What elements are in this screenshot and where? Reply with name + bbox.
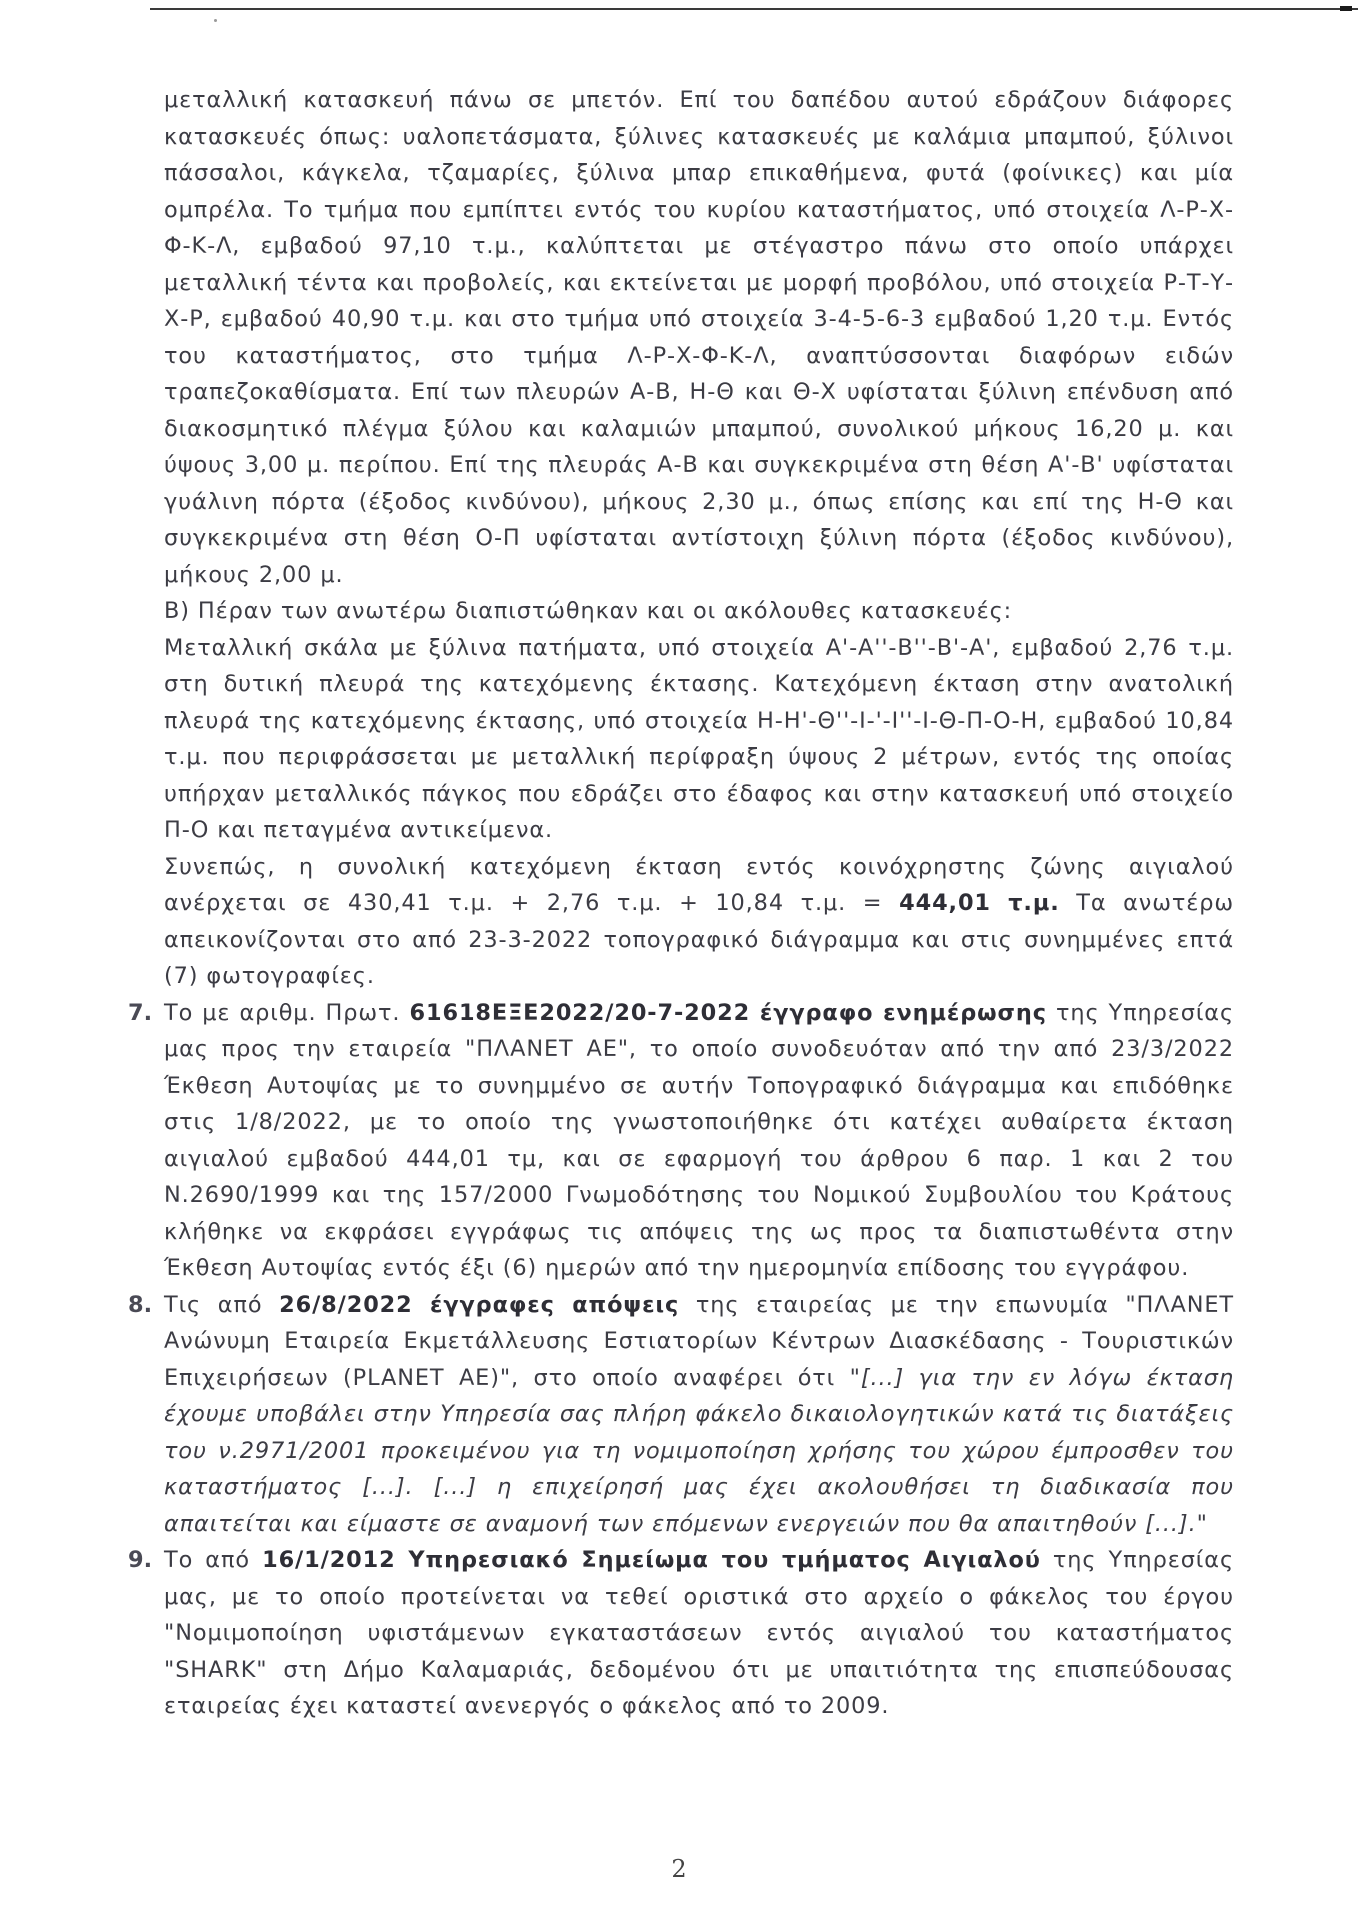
item-text-post: της εταιρείας με την επωνυμία "ΠΛΑΝΕΤ Ανώνυμη Εταιρεία Εκμετάλλευσης Εστιατορίων Κέντρων Διασκέδασης - Τουριστικών Επιχειρήσεων (PLANET ΑΕ)", στο οποίο αναφέρει ότι	[164, 1291, 1234, 1391]
top-border-rule	[150, 8, 1358, 10]
summary-paragraph	[164, 849, 1234, 995]
section-b-heading: Β) Πέραν των ανωτέρω διαπιστώθηκαν και οι ακόλουθες κατασκευές:	[164, 598, 1013, 624]
list-item-7	[128, 995, 1234, 1287]
top-corner-mark	[1340, 6, 1352, 11]
item-bold-reference: 16/1/2012 Υπηρεσιακό Σημείωμα του τμήματος Αιγιαλού	[262, 1547, 1041, 1573]
item-number: 7.	[128, 999, 153, 1026]
item-number: 9.	[128, 1547, 153, 1573]
scan-speck	[214, 19, 217, 22]
list-item-8	[128, 1287, 1234, 1543]
item-text-post: της Υπηρεσίας μας προς την εταιρεία "ΠΛΑΝΕΤ ΑΕ", το οποίο συνοδευόταν από την από 23/3/2022 Έκθεση Αυτοψίας με το συνημμένο σε αυτήν Τοπογραφικό διάγραμμα και επιδόθηκε στις 1/8/2022, με το οποίο της γνωστοποιήθηκε ότι κατέχει αυθαίρετα έκταση αιγιαλού εμβαδού 444,01 τμ, και σε εφαρμογή του άρθρου 6 παρ. 1 και 2 του Ν.2690/1999 και της 157/2000 Γνωμοδότησης του Νομικού Συμβουλίου του Κράτους κλήθηκε να εκφράσει εγγράφως τις απόψεις της ως προς τα διαπιστωθέντα στην Έκθεση Αυτοψίας εντός έξι (6) ημερών από την ημερομηνία επίδοσης του εγγράφου.	[164, 999, 1234, 1281]
item-text-pre: Τις από	[164, 1291, 280, 1318]
item-number: 8.	[128, 1291, 153, 1318]
paragraph-continued: μεταλλική κατασκευή πάνω σε μπετόν. Επί του δαπέδου αυτού εδράζουν διάφορες κατασκευές όπως: υαλοπετάσματα, ξύλινες κατασκευές με καλάμια μπαμπού, ξύλινοι πάσσαλοι, κάγκελα, τζαμαρίες, ξύλινα μπαρ επικαθήμενα, φυτά (φοίνικες) και μία ομπρέλα. Το τμήμα που εμπίπτει εντός του κυρίου καταστήματος, υπό στοιχεία Λ-Ρ-Χ-Φ-Κ-Λ, εμβαδού 97,10 τ.μ., καλύπτεται με στέγαστρο πάνω στο οποίο υπάρχει μεταλλική τέντα και προβολείς, και εκτείνεται με μορφή προβόλου, υπό στοιχεία Ρ-Τ-Υ-Χ-Ρ, εμβαδού 40,90 τ.μ. και στο τμήμα υπό στοιχεία 3-4-5-6-3 εμβαδού 1,20 τ.μ. Εντός του καταστήματος, στο τμήμα Λ-Ρ-Χ-Φ-Κ-Λ, αναπτύσσονται διαφόρων ειδών τραπεζοκαθίσματα. Επί των πλευρών Α-Β, Η-Θ και Θ-Χ υφίσταται ξύλινη επένδυση από διακοσμητικό πλέγμα ξύλου και καλαμιών μπαμπού, συνολικού μήκους 16,20 μ. και ύψους 3,00 μ. περίπου. Επί της πλευράς Α-Β και συγκεκριμένα στη θέση Α'-Β' υφίσταται γυάλινη πόρτα (έξοδος κινδύνου), μήκους 2,30 μ., όπως επίσης και επί της Η-Θ και συγκεκριμένα στη θέση Ο-Π υφίσταται αντίστοιχη ξύλινη πόρτα (έξοδος κινδύνου), μήκους 2,00 μ.	[164, 87, 1234, 588]
item-text	[164, 1542, 1234, 1725]
item-text	[164, 995, 1234, 1287]
item-bold-reference: 61618ΕΞΕ2022/20-7-2022 έγγραφο ενημέρωσης	[409, 999, 1047, 1026]
summary-text-post: Τα ανωτέρω απεικονίζονται στο από 23-3-2022 τοπογραφικό διάγραμμα και στις συνημμένες επτά (7) φωτογραφίες.	[164, 890, 1234, 989]
section-b-body: Μεταλλική σκάλα με ξύλινα πατήματα, υπό στοιχεία Α'-Α''-Β''-Β'-Α', εμβαδού 2,76 τ.μ. στη δυτική πλευρά της κατεχόμενης έκτασης. Κατεχόμενη έκταση στην ανατολική πλευρά της κατεχόμενης έκτασης, υπό στοιχεία Η-Η'-Θ''-Ι-'-Ι''-Ι-Θ-Π-Ο-Η, εμβαδού 10,84 τ.μ. που περιφράσσεται με μεταλλική περίφραξη ύψους 2 μέτρων, εντός της οποίας υπήρχαν μεταλλικός πάγκος που εδράζει στο έδαφος και στην κατασκευή υπό στοιχείο Π-Ο και πεταγμένα αντικείμενα.	[164, 634, 1234, 843]
summary-text-pre: Συνεπώς, η συνολική κατεχόμενη έκταση εντός κοινόχρηστης ζώνης αιγιαλού ανέρχεται σε 430,41 τ.μ. + 2,76 τ.μ. + 10,84 τ.μ. =	[164, 853, 1234, 916]
item-text	[164, 1287, 1234, 1543]
document-body	[128, 82, 1234, 1725]
item-text-post: της Υπηρεσίας μας, με το οποίο προτείνεται να τεθεί οριστικά στο αρχείο ο φάκελος του έργου "Νομιμοποίηση υφιστάμενων εγκαταστάσεων εντός αιγιαλού του καταστήματος "SHARK" στη Δήμο Καλαμαριάς, δεδομένου ότι με υπαιτιότητα της επισπεύδουσας εταιρείας έχει καταστεί ανενεργός ο φάκελος από το 2009.	[164, 1547, 1234, 1719]
item-text-pre: Το από	[164, 1547, 263, 1573]
item-text-pre: Το με αριθμ. Πρωτ.	[164, 999, 410, 1026]
summary-total: 444,01 τ.μ.	[899, 890, 1060, 916]
item-bold-reference: 26/8/2022 έγγραφες απόψεις	[279, 1291, 680, 1318]
list-item-9	[128, 1542, 1234, 1725]
item-quote: "[...] για την εν λόγω έκταση έχουμε υποβάλει στην Υπηρεσία σας πλήρη φάκελο δικαιολογητικών κατά τις διατάξεις του ν.2971/2001 προκειμένου για τη νομιμοποίηση χρήσης του χώρου έμπροσθεν του καταστήματος [...]. [...] η επιχείρησή μας έχει ακολουθήσει τη διαδικασία που απαιτείται και είμαστε σε αναμονή των επόμενων ενεργειών που θα απαιτηθούν [...]."	[164, 1364, 1234, 1537]
page-number: 2	[671, 1855, 687, 1883]
